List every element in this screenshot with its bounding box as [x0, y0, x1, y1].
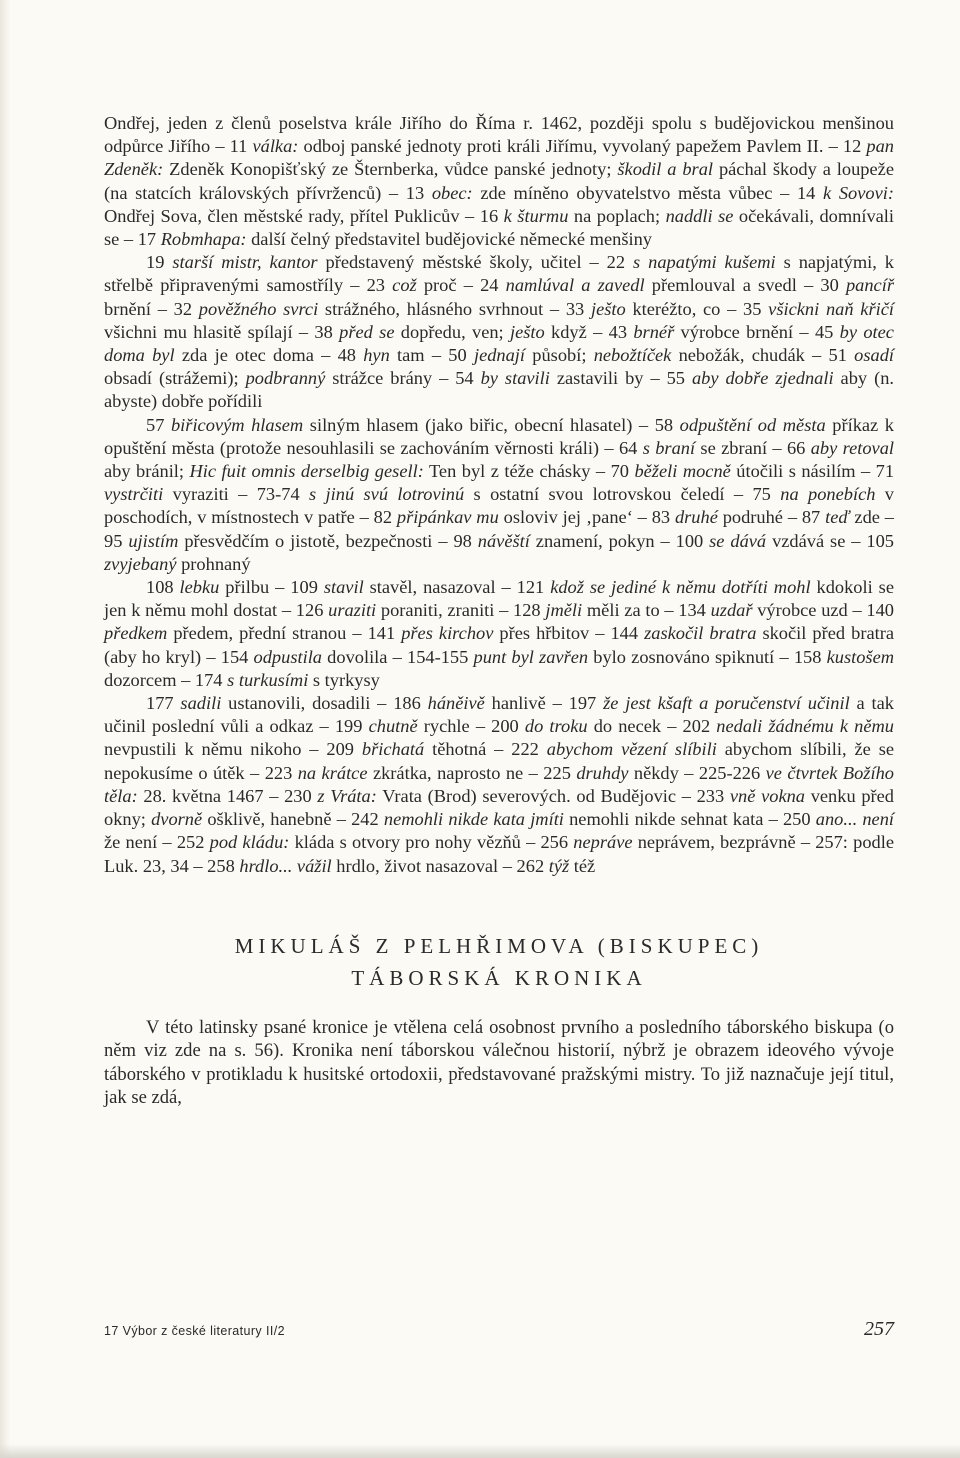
- author-heading: MIKULÁŠ Z PELHŘIMOVA (BISKUPEC): [234, 933, 764, 958]
- notes-paragraph: 57 biřicovým hlasem silným hlasem (jako biřic, obecní hlasatel) – 58 odpuštění od města příkaz k opuštění města (protože nesouhlasili se zachováním věrnosti králi) – 64 s braní se zbraní – 66 aby retoval aby bránil; Hic fuit omnis derselbig gesell: Ten byl z téže chásky – 70 běželi mocně útočili s násilím – 71 vystrčiti vyraziti – 73-74 s jinú svú lotrovinú s ostatní svou lotrovskou čeledí – 75 na ponebích v poschodích, v místnostech v patře – 82 připánkav mu osloviv jej ‚pane‘ – 83 druhé podruhé – 87 teď zde – 95 ujistím přesvědčím o jistotě, bezpečnosti – 98 návěští znamení, pokyn – 100 se dává vzdává se – 105 zvyjebaný prohnaný: [104, 414, 895, 574]
- notes-paragraph: 108 lebku přilbu – 109 stavil stavěl, nasazoval – 121 kdož se jediné k němu dotříti mohl kdokoli se jen k němu mohl dostat – 126 uraziti poraniti, zraniti – 128 jměli měli za to – 134 uzdař výrobce uzd – 140 předkem předem, přední stranou – 141 přes kirchov přes hřbitov – 144 zaskočil bratra skočil před bratra (aby ho kryl) – 154 odpustila dovolila – 154-155 punt byl zavřen bylo zosnováno spiknutí – 158 kustošem dozorcem – 174 s turkusími s tyrkysy: [104, 577, 895, 690]
- section-heading: [104, 930, 894, 994]
- notes-paragraph: Ondřej, jeden z členů poselstva krále Jiřího do Říma r. 1462, později spolu s budějovickou menšinou odpůrce Jiřího – 11 válka: odboj panské jednoty proti králi Jiřímu, vyvolaný papežem Pavlem II. – 12 pan Zdeněk: Zdeněk Konopišťský ze Šternberka, vůdce panské jednoty; škodil a bral páchal škody a loupeže (na statcích královských přívrženců) – 13 obec: zde míněno obyvatelstvo města vůbec – 14 k Sovovi: Ondřej Sova, člen městské rady, přítel Puklicův – 16 k šturmu na poplach; naddli se očekávali, domnívali se – 17 Robmhapa: další čelný představitel budějovické německé menšiny: [104, 113, 895, 250]
- page-number: 257: [864, 1318, 894, 1340]
- explanatory-notes: [104, 112, 894, 878]
- printer-signature: 17 Výbor z české literatury II/2: [104, 1324, 285, 1338]
- page-footer: [104, 1318, 894, 1341]
- page-edge-shadow: [0, 0, 10, 1458]
- notes-paragraph: 177 sadili ustanovili, dosadili – 186 háněivě hanlivě – 197 že jest kšaft a poručenství učinil a tak učinil poslední vůli a odkaz – 199 chutně rychle – 200 do troku do necek – 202 nedali žádnému k němu nevpustili k němu nikoho – 209 břichatá těhotná – 222 abychom vězení slíbili abychom slíbili, že se nepokusíme o útěk – 223 na krátce zkrátka, naprosto ne – 225 druhdy někdy – 225-226 ve čtvrtek Božího těla: 28. května 1467 – 230 z Vráta: Vrata (Brod) severových. od Budějovic – 233 vně vokna venku před okny; dvorně ošklivě, hanebně – 242 nemohli nikde kata jmíti nemohli nikde sehnat kata – 250 ano... není že není – 252 pod kládu: kláda s otvory pro nohy vězňů – 256 nepráve neprávem, bezprávně – 257: podle Luk. 23, 34 – 258 hrdlo... vážil hrdlo, život nasazoval – 262 týž též: [104, 693, 895, 876]
- page-bottom-shadow: [0, 1444, 960, 1458]
- work-title-heading: TÁBORSKÁ KRONIKA: [351, 965, 647, 990]
- page-content: [104, 112, 894, 1128]
- intro-paragraph: V této latinsky psané kronice je vtělena celá osobnost prvního a posledního táborského biskupa (o něm viz zde na s. 56). Kronika není táborskou válečnou historií, nýbrž je obrazem ideového vývoje táborského v protikladu k husitské ortodoxii, představované pražskými mistry. To již naznačuje její titul, jak se zdá,: [104, 1016, 894, 1108]
- notes-paragraph: 19 starší mistr, kantor představený městské školy, učitel – 22 s napatými kušemi s napjatými, k střelbě připravenými samostříly – 23 což proč – 24 namlúval a zavedl přemlouval a svedl – 30 pancíř brnění – 32 pověžného svrci strážného, hlásného svrhnout – 33 ješto kteréžto, co – 35 všickni naň křičí všichni mu hlasitě spílají – 38 před se dopředu, ven; ješto když – 43 brnéř výrobce brnění – 45 by otec doma byl zda je otec doma – 48 hyn tam – 50 jednají působí; nebožtíček nebožák, chudák – 51 osadí obsadí (strážemi); podbranný strážce brány – 54 by stavili zastavili by – 55 aby dobře zjednali aby (n. abyste) dobře pořídili: [104, 252, 895, 412]
